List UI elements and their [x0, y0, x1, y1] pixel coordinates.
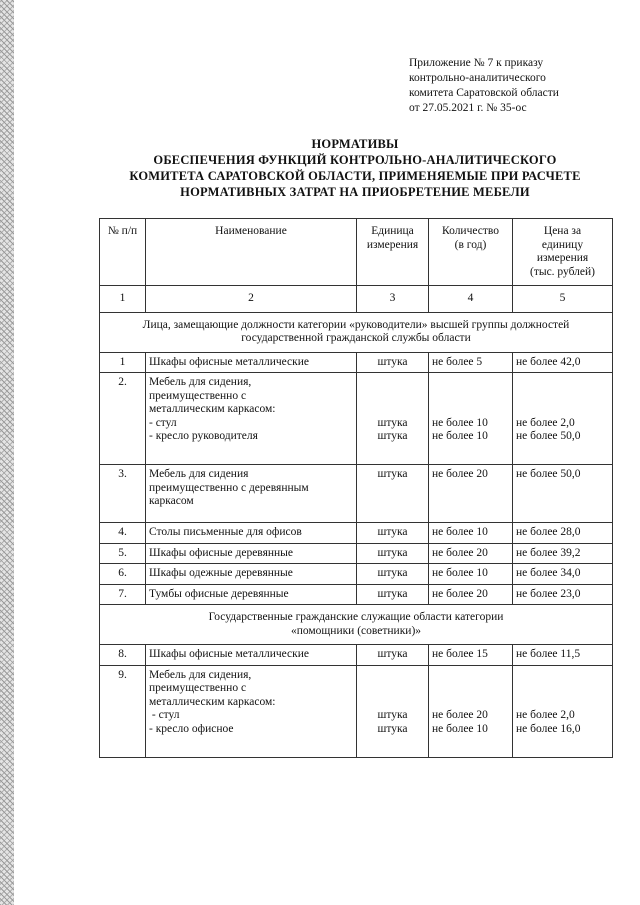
header-price-line: измерения — [536, 252, 589, 264]
spacer — [432, 403, 509, 417]
row-number: 9. — [100, 665, 146, 757]
item-name-line: каркасом — [149, 495, 194, 507]
index-cell: 5 — [513, 286, 613, 313]
unit-line: штука — [377, 722, 408, 735]
header-price-line: единицу — [541, 238, 584, 251]
title-line: ОБЕСПЕЧЕНИЯ ФУНКЦИЙ КОНТРОЛЬНО-АНАЛИТИЧЕСКОГО — [153, 153, 557, 167]
unit-line: штука — [377, 430, 408, 442]
item-unit: штука — [357, 645, 429, 666]
item-qty: не более 10 — [429, 523, 513, 544]
item-price: не более 11,5 — [513, 645, 613, 666]
table-row — [100, 465, 613, 523]
item-unit: штука — [357, 543, 429, 564]
scan-edge — [0, 0, 14, 905]
spacer — [432, 669, 509, 683]
table-row — [100, 564, 613, 585]
spacer — [360, 669, 425, 683]
row-number: 8. — [100, 645, 146, 666]
item-qty — [429, 373, 513, 465]
header-unit-line: измерения — [366, 238, 419, 251]
item-subtype: - кресло руководителя — [149, 430, 258, 442]
table-row — [100, 543, 613, 564]
header-unit-line: Единица — [371, 225, 414, 237]
spacer — [432, 696, 509, 710]
spacer — [516, 682, 609, 696]
norms-table — [99, 218, 613, 758]
item-name-line: металлическим каркасом: — [149, 403, 276, 415]
spacer — [432, 390, 509, 404]
spacer — [516, 696, 609, 710]
item-qty: не более 15 — [429, 645, 513, 666]
item-unit — [357, 665, 429, 757]
header-name: Наименование — [146, 219, 357, 286]
approval-note — [409, 56, 609, 116]
item-name — [146, 465, 357, 523]
header-qty-line: (в год) — [454, 238, 487, 251]
item-name: Шкафы офисные металлические — [146, 352, 357, 373]
spacer — [516, 390, 609, 404]
item-name-line: Мебель для сидения — [149, 468, 249, 480]
qty-line: не более 10 — [432, 722, 488, 735]
header-price-line: Цена за — [543, 225, 582, 237]
qty-line: не более 20 — [432, 709, 488, 721]
item-unit: штука — [357, 352, 429, 373]
item-price: не более 23,0 — [513, 584, 613, 605]
table-row — [100, 352, 613, 373]
column-index-row — [100, 286, 613, 313]
approval-line: Приложение № 7 к приказу — [409, 57, 544, 69]
header-qty — [429, 219, 513, 286]
item-unit: штука — [357, 465, 429, 523]
item-qty: не более 5 — [429, 352, 513, 373]
item-name-line: преимущественно с — [149, 682, 247, 694]
approval-line: контрольно-аналитического — [409, 72, 546, 84]
item-subtype: - кресло офисное — [149, 722, 234, 735]
spacer — [516, 669, 609, 683]
header-qty-line: Количество — [442, 225, 499, 237]
item-name — [146, 665, 357, 757]
section-heading — [100, 605, 613, 645]
item-unit: штука — [357, 564, 429, 585]
item-name-line: преимущественно с деревянным — [149, 481, 309, 494]
unit-line: штука — [377, 709, 408, 721]
header-price — [513, 219, 613, 286]
item-price: не более 34,0 — [513, 564, 613, 585]
index-cell: 2 — [146, 286, 357, 313]
item-subtype: - стул — [149, 709, 180, 721]
section-row — [100, 312, 613, 352]
item-qty: не более 10 — [429, 564, 513, 585]
index-cell: 3 — [357, 286, 429, 313]
item-qty — [429, 665, 513, 757]
spacer — [432, 376, 509, 390]
table-row — [100, 584, 613, 605]
price-line: не более 2,0 — [516, 709, 575, 721]
item-price — [513, 373, 613, 465]
price-line: не более 2,0 — [516, 416, 575, 429]
document-title — [100, 136, 610, 200]
item-qty: не более 20 — [429, 584, 513, 605]
item-qty: не более 20 — [429, 465, 513, 523]
section-heading-line: Государственные гражданские служащие области категории — [208, 611, 504, 623]
row-number: 5. — [100, 543, 146, 564]
item-unit — [357, 373, 429, 465]
item-name: Шкафы офисные деревянные — [146, 543, 357, 564]
row-number: 2. — [100, 373, 146, 465]
title-line: КОМИТЕТА САРАТОВСКОЙ ОБЛАСТИ, ПРИМЕНЯЕМЫЕ ПРИ РАСЧЕТЕ — [129, 169, 581, 183]
spacer — [360, 390, 425, 404]
spacer — [360, 403, 425, 417]
item-qty: не более 20 — [429, 543, 513, 564]
table-row — [100, 665, 613, 757]
index-cell: 1 — [100, 286, 146, 313]
spacer — [432, 682, 509, 696]
section-row — [100, 605, 613, 645]
section-heading-line: «помощники (советники)» — [290, 624, 422, 637]
spacer — [516, 403, 609, 417]
header-num: № п/п — [100, 219, 146, 286]
section-heading: Лица, замещающие должности категории «руководители» высшей группы должностей государственной гражданской службы области — [100, 312, 613, 352]
item-price: не более 28,0 — [513, 523, 613, 544]
item-name: Тумбы офисные деревянные — [146, 584, 357, 605]
table-row — [100, 645, 613, 666]
item-price: не более 42,0 — [513, 352, 613, 373]
item-name: Шкафы офисные металлические — [146, 645, 357, 666]
qty-line: не более 10 — [432, 416, 488, 429]
row-number: 3. — [100, 465, 146, 523]
item-name: Столы письменные для офисов — [146, 523, 357, 544]
price-line: не более 50,0 — [516, 430, 581, 442]
item-name: Шкафы одежные деревянные — [146, 564, 357, 585]
header-unit — [357, 219, 429, 286]
item-name-line: Мебель для сидения, — [149, 376, 252, 388]
item-name-line: преимущественно с — [149, 389, 247, 402]
title-line: НОРМАТИВНЫХ ЗАТРАТ НА ПРИОБРЕТЕНИЕ МЕБЕЛИ — [180, 185, 530, 199]
row-number: 6. — [100, 564, 146, 585]
spacer — [516, 376, 609, 390]
approval-line: от 27.05.2021 г. № 35-ос — [409, 102, 527, 114]
spacer — [360, 376, 425, 390]
item-price — [513, 665, 613, 757]
row-number: 1 — [100, 352, 146, 373]
price-line: не более 16,0 — [516, 722, 581, 735]
row-number: 4. — [100, 523, 146, 544]
header-row — [100, 219, 613, 286]
header-price-line: (тыс. рублей) — [529, 265, 596, 278]
row-number: 7. — [100, 584, 146, 605]
item-price: не более 50,0 — [513, 465, 613, 523]
item-unit: штука — [357, 523, 429, 544]
item-name-line: Мебель для сидения, — [149, 668, 252, 681]
item-price: не более 39,2 — [513, 543, 613, 564]
spacer — [360, 696, 425, 710]
table-row — [100, 373, 613, 465]
spacer — [360, 682, 425, 696]
unit-line: штука — [377, 416, 408, 429]
approval-line: комитета Саратовской области — [409, 87, 559, 99]
item-name-line: металлическим каркасом: — [149, 695, 276, 708]
qty-line: не более 10 — [432, 430, 488, 442]
item-name — [146, 373, 357, 465]
index-cell: 4 — [429, 286, 513, 313]
item-unit: штука — [357, 584, 429, 605]
title-line: НОРМАТИВЫ — [311, 137, 399, 151]
item-subtype: - стул — [149, 416, 177, 429]
table-row — [100, 523, 613, 544]
